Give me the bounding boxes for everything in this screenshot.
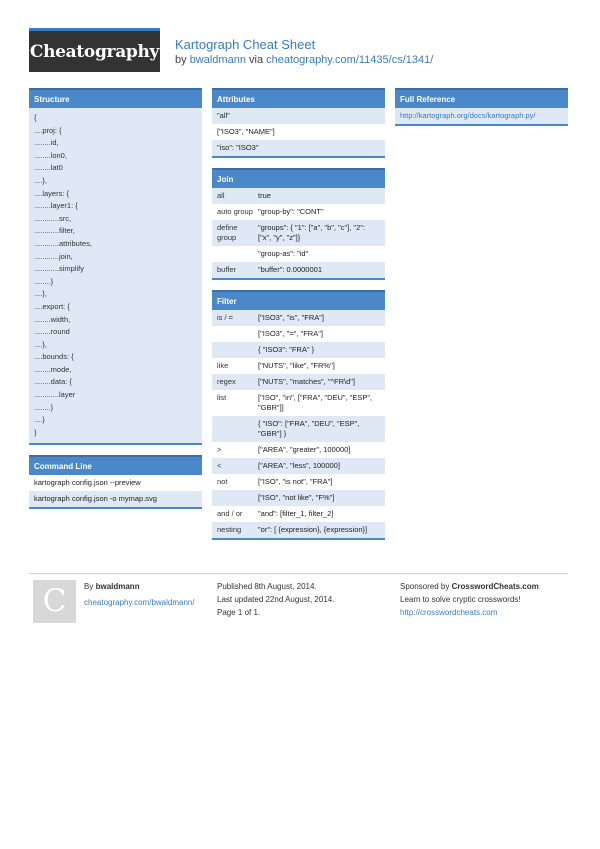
row-value: { "ISO": ["FRA", "DEU", "ESP", "GBR"] } — [258, 419, 360, 438]
list-item — [212, 124, 385, 140]
row-value: ["ISO3", "is", "FRA"] — [258, 313, 324, 322]
cheatography-logo[interactable] — [29, 28, 160, 72]
join-body — [212, 188, 385, 280]
table-row — [212, 416, 385, 442]
structure-section — [29, 88, 202, 445]
code-line: ....proj: { — [34, 125, 62, 135]
code-line: ............simplify — [34, 264, 85, 274]
list-item — [212, 140, 385, 156]
row-key — [217, 419, 258, 439]
row-value: ["ISO3", "=", "FRA"] — [258, 329, 323, 338]
code-line: ....export: { — [34, 301, 70, 311]
table-row — [212, 374, 385, 390]
code-line: ........round — [34, 327, 70, 337]
filter-section — [212, 290, 385, 540]
row-key: and / or — [217, 509, 243, 518]
table-row — [212, 326, 385, 342]
code-line: ........lat0 — [34, 163, 63, 173]
table-row — [212, 188, 385, 204]
column-middle — [212, 88, 385, 550]
column-left — [29, 88, 202, 519]
code-line: ....}, — [34, 175, 47, 185]
sponsor-tagline: Learn to solve cryptic crosswords! — [400, 595, 521, 604]
by-label: by — [175, 54, 187, 66]
footer-author-link[interactable]: cheatography.com/bwaldmann/ — [84, 598, 195, 607]
table-row — [212, 358, 385, 374]
footer-dates — [217, 580, 334, 619]
updated-date: Last updated 22nd August, 2014. — [217, 595, 335, 604]
row-value: ["AREA", "greater", 100000] — [258, 445, 351, 454]
full-reference-body — [395, 108, 568, 126]
attributes-heading: Attributes — [212, 88, 385, 108]
row-key — [217, 493, 258, 503]
row-value: ["NUTS", "like", "FR%"] — [258, 361, 335, 370]
sponsor-link[interactable]: http://crosswordcheats.com — [400, 608, 498, 617]
row-value: "and": [filter_1, filter_2] — [258, 509, 334, 518]
row-value: { "ISO3": "FRA" } — [258, 345, 315, 354]
list-item — [395, 108, 568, 124]
row-key: all — [217, 191, 225, 200]
row-key: buffer — [217, 265, 237, 274]
code-line: ............attributes, — [34, 238, 92, 248]
row-value: ["ISO", "in", ["FRA", "DEU", "ESP", "GBR"]] — [258, 393, 373, 412]
footer-author-line — [84, 580, 195, 593]
code-line: ........mode, — [34, 364, 72, 374]
row-key: not — [217, 477, 228, 486]
full-reference-link[interactable]: http://kartograph.org/docs/kartograph.py/ — [400, 111, 536, 120]
row-key: auto group — [217, 207, 253, 216]
row-value: "iso": "ISO3" — [217, 143, 259, 152]
row-key — [217, 249, 258, 259]
code-line: ....}, — [34, 339, 47, 349]
code-line: ........data: { — [34, 377, 72, 387]
row-value: ["ISO3", "NAME"] — [217, 127, 275, 136]
row-value: ["NUTS", "matches", "^FR\d"] — [258, 377, 356, 386]
author-link[interactable]: bwaldmann — [189, 54, 246, 66]
via-label: via — [249, 54, 264, 66]
row-key: nesting — [217, 525, 242, 534]
structure-body — [29, 108, 202, 445]
attributes-section — [212, 88, 385, 158]
code-line: ....bounds: { — [34, 352, 74, 362]
command-line-section — [29, 455, 202, 509]
join-section — [212, 168, 385, 280]
table-row — [212, 220, 385, 246]
code-line: ........layer1: { — [34, 201, 78, 211]
attributes-body — [212, 108, 385, 158]
published-date: Published 8th August, 2014. — [217, 582, 317, 591]
table-row — [212, 506, 385, 522]
footer-author-name: bwaldmann — [95, 582, 140, 591]
row-key: < — [217, 461, 222, 470]
code-line: ........} — [34, 402, 54, 412]
code-line: ....} — [34, 415, 45, 425]
row-key: list — [217, 393, 227, 402]
table-row — [212, 474, 385, 490]
code-line: ............join, — [34, 251, 73, 261]
row-value: true — [258, 191, 271, 200]
table-row — [212, 204, 385, 220]
structure-code — [29, 108, 202, 443]
code-line: ........lon0, — [34, 150, 67, 160]
code-line: ............filter, — [34, 226, 75, 236]
sponsored-by-label: Sponsored by — [400, 582, 450, 591]
row-key: > — [217, 445, 222, 454]
table-row — [212, 442, 385, 458]
avatar-letter: C — [42, 583, 67, 619]
full-reference-section — [395, 88, 568, 126]
command-text: kartograph config.json -o mymap.svg — [34, 494, 157, 504]
structure-heading: Structure — [29, 88, 202, 108]
row-value: "all" — [217, 111, 230, 120]
row-value: "group-as": "id" — [258, 249, 309, 258]
footer-author — [84, 580, 195, 609]
row-value: "or": [ {expression}, {expression}] — [258, 525, 368, 534]
footer-by-label: By — [84, 582, 94, 591]
row-value: "buffer": 0.0000001 — [258, 265, 322, 274]
row-key: is / = — [217, 313, 234, 322]
code-line: ....layers: { — [34, 188, 70, 198]
list-item — [212, 108, 385, 124]
table-row — [212, 390, 385, 416]
row-key — [217, 345, 258, 355]
code-line: ........id, — [34, 138, 59, 148]
join-heading: Join — [212, 168, 385, 188]
table-row — [212, 262, 385, 278]
page-count: Page 1 of 1. — [217, 608, 261, 617]
byline — [175, 54, 433, 66]
row-value: ["ISO", "not like", "F%"] — [258, 493, 335, 502]
row-key: define group — [217, 223, 238, 242]
command-text: kartograph config.json --preview — [34, 478, 141, 488]
table-row — [212, 310, 385, 326]
table-row — [212, 458, 385, 474]
page-title: Kartograph Cheat Sheet — [175, 37, 316, 52]
filter-body — [212, 310, 385, 540]
code-line: ............src, — [34, 213, 72, 223]
table-row — [212, 522, 385, 538]
table-row — [212, 490, 385, 506]
code-line: ....}, — [34, 289, 47, 299]
sheet-url-link[interactable]: cheatography.com/11435/cs/1341/ — [266, 54, 434, 66]
row-key: like — [217, 361, 229, 370]
avatar — [33, 580, 76, 623]
logo-text: Cheatography — [29, 42, 160, 62]
row-key: regex — [217, 377, 236, 386]
code-line: } — [34, 427, 37, 437]
column-right — [395, 88, 568, 136]
row-key — [217, 329, 258, 339]
footer-sponsor — [400, 580, 539, 619]
filter-heading: Filter — [212, 290, 385, 310]
row-value: ["ISO", "is not", "FRA"] — [258, 477, 333, 486]
table-row — [212, 342, 385, 358]
command-line-body — [29, 475, 202, 509]
code-line: ........width, — [34, 314, 71, 324]
code-line: ............layer — [34, 390, 76, 400]
list-item — [29, 491, 202, 507]
code-line: ........} — [34, 276, 54, 286]
code-line: { — [34, 113, 37, 122]
table-row — [212, 246, 385, 262]
row-value: "groups": { "1": ["a", "b", "c"], "2": ["x", "y", "z"]} — [258, 223, 365, 242]
full-reference-heading: Full Reference — [395, 88, 568, 108]
command-line-heading: Command Line — [29, 455, 202, 475]
sponsor-name: CrosswordCheats.com — [451, 582, 539, 591]
list-item — [29, 475, 202, 491]
footer-divider — [29, 573, 568, 574]
row-value: "group-by": "CONT" — [258, 207, 324, 216]
sponsor-line — [400, 580, 539, 593]
row-value: ["AREA", "less", 100000] — [258, 461, 340, 470]
